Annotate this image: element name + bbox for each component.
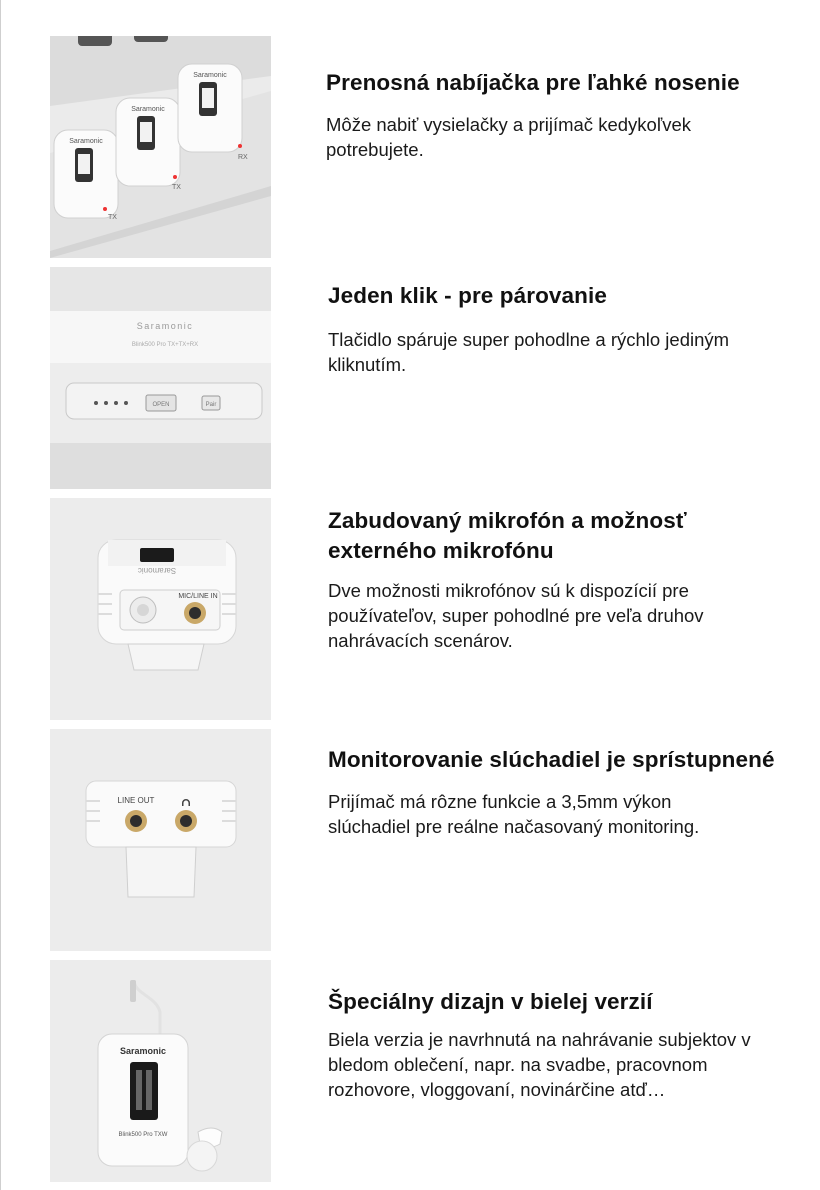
open-button-text: OPEN (152, 402, 170, 408)
tx1-label: TX (108, 214, 117, 221)
feature-row-charging-case (50, 36, 790, 258)
white-model-text: Blink500 Pro TXW (118, 1132, 168, 1138)
rx-label: RX (238, 154, 248, 161)
case-brand-text: Saramonic (136, 321, 194, 331)
feature-row-headphone (50, 729, 790, 951)
tx1-brand-text: Saramonic (69, 138, 103, 145)
feature-text (328, 729, 778, 839)
mic-line-in-label: MIC/LINE IN (178, 593, 218, 600)
feature-text (326, 36, 786, 162)
feature-description: Môže nabiť vysielačky a prijímač kedykoľvek potrebujete. (326, 114, 691, 160)
headphone-output-image (50, 729, 271, 951)
feature-text (328, 960, 778, 1102)
feature-title: Monitorovanie slúchadiel je sprístupnené (328, 747, 775, 772)
feature-text (328, 498, 778, 653)
feature-description: Prijímač má rôzne funkcie a 3,5mm výkon slúchadiel pre reálne načasovaný monitoring. (328, 791, 700, 837)
page-left-border (0, 0, 1, 1190)
feature-title: Prenosná nabíjačka pre ľahké nosenie (326, 70, 740, 95)
feature-title: Jeden klik - pre párovanie (328, 283, 607, 308)
white-version-image (50, 960, 271, 1182)
pairing-illustration (50, 267, 271, 489)
microphone-image (50, 498, 271, 720)
line-out-label: LINE OUT (117, 796, 155, 805)
rx-brand-text: Saramonic (193, 72, 227, 79)
feature-description: Tlačidlo spáruje super pohodlne a rýchlo jediným kliknutím. (328, 329, 730, 375)
feature-row-pairing (50, 267, 790, 489)
tx2-label: TX (172, 184, 181, 191)
pair-button-text: Pair (205, 402, 217, 408)
charging-case-illustration (50, 36, 271, 258)
feature-row-white-design (50, 960, 790, 1182)
feature-description: Dve možnosti mikrofónov sú k dispozícií pre používateľov, super pohodlné pre veľa druhov nahrávacích scenárov. (328, 580, 704, 651)
white-brand-text: Saramonic (119, 1046, 167, 1056)
transmitter-illustration (50, 498, 271, 720)
charging-case-image (50, 36, 271, 258)
inverted-brand-text: Saramonic (137, 566, 177, 575)
white-transmitter-illustration (50, 960, 271, 1182)
feature-title: Zabudovaný mikrofón a možnosť externého mikrofónu (328, 508, 687, 563)
receiver-illustration (50, 729, 271, 951)
tx2-brand-text: Saramonic (131, 106, 165, 113)
feature-text (328, 267, 778, 377)
feature-description: Biela verzia je navrhnutá na nahrávanie subjektov v bledom oblečení, napr. na svadbe, pracovnom rozhovore, vloggovaní, novinárčine atď… (328, 1029, 751, 1100)
case-model-text: Blink500 Pro TX+TX+RX (131, 342, 199, 348)
pairing-button-image (50, 267, 271, 489)
feature-title: Špeciálny dizajn v bielej verzií (328, 989, 653, 1014)
feature-row-microphone (50, 498, 790, 720)
